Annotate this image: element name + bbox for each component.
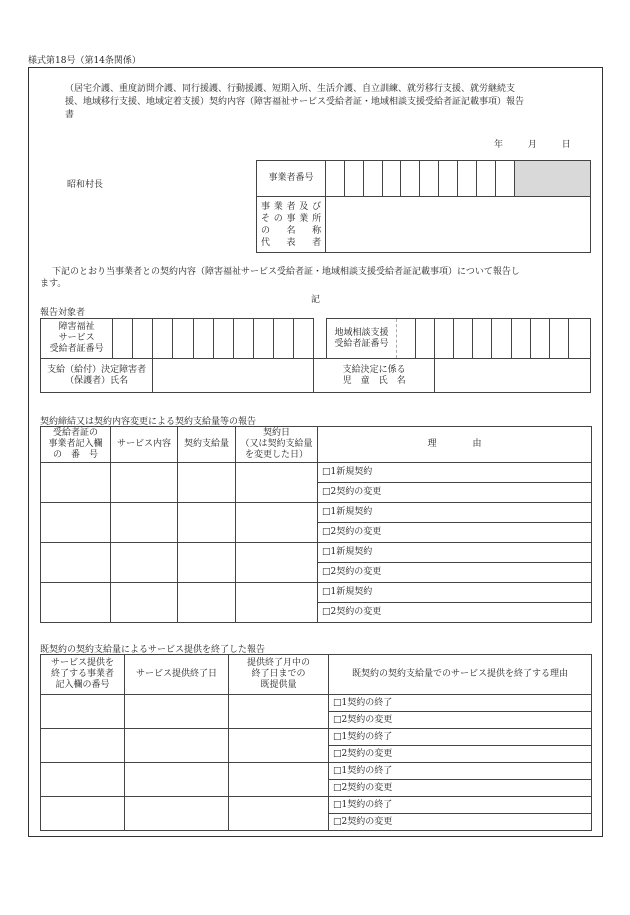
termination-header-cert: サービス提供を 終了する事業者 記入欄の番号 (41, 655, 125, 695)
change-contract-checkbox[interactable]: □2契約の変更 (318, 483, 592, 503)
new-contract-checkbox[interactable]: □1新規契約 (318, 543, 592, 563)
termination-provided-cell[interactable] (229, 729, 329, 763)
title-line: 書 (65, 110, 75, 120)
contract-date-cell[interactable] (236, 543, 318, 583)
provider-number-label: 事業者番号 (257, 161, 326, 197)
provider-number-cell[interactable] (382, 161, 401, 197)
year-label: 年 (494, 140, 504, 150)
termination-cert-cell[interactable] (41, 729, 125, 763)
termination-end-date-cell[interactable] (125, 695, 229, 729)
cert-number-cell[interactable] (153, 319, 173, 359)
termination-header-end-date: サービス提供終了日 (125, 655, 229, 695)
contract-header-reason: 理 由 (318, 427, 592, 463)
change-contract-checkbox[interactable]: □2契約の変更 (329, 712, 592, 729)
cert-number-label: 障害福祉 サービス 受給者証番号 (41, 319, 113, 359)
provider-number-shaded (514, 161, 590, 197)
change-contract-checkbox[interactable]: □2契約の変更 (318, 563, 592, 583)
contract-cert-cell[interactable] (41, 543, 111, 583)
contract-date-cell[interactable] (236, 463, 318, 503)
contract-header-date: 契約日 （又は契約支給量 を変更した日） (236, 427, 318, 463)
provider-name-label: 事業者及び その事業所 の 名 称 代 表 者 (257, 197, 326, 253)
provider-number-cell[interactable] (363, 161, 382, 197)
target-table (40, 318, 591, 393)
regional-cert-cell[interactable] (416, 319, 435, 359)
contract-header-service: サービス内容 (111, 427, 178, 463)
provider-number-cell[interactable] (458, 161, 477, 197)
cert-number-cell[interactable] (173, 319, 193, 359)
date-line (494, 137, 571, 150)
guardian-name-field[interactable] (153, 359, 314, 393)
change-contract-checkbox[interactable]: □2契約の変更 (329, 814, 592, 831)
contract-heading: 契約締結又は契約内容変更による契約支給量等の報告 (40, 417, 257, 427)
regional-cert-cell[interactable] (454, 319, 473, 359)
provider-number-cell[interactable] (344, 161, 363, 197)
termination-provided-cell[interactable] (229, 763, 329, 797)
termination-provided-cell[interactable] (229, 695, 329, 729)
contract-header-amount: 契約支給量 (178, 427, 236, 463)
regional-cert-cell[interactable] (530, 319, 549, 359)
provider-name-field[interactable] (326, 197, 591, 253)
regional-cert-cell[interactable] (397, 319, 416, 359)
regional-cert-cell[interactable] (549, 319, 568, 359)
child-name-label: 支給決定に係る 児 童 氏 名 (313, 359, 434, 393)
termination-cert-cell[interactable] (41, 763, 125, 797)
cert-number-cell[interactable] (253, 319, 273, 359)
end-contract-checkbox[interactable]: □1契約の終了 (329, 797, 592, 814)
contract-amount-cell[interactable] (178, 543, 236, 583)
cert-number-cell[interactable] (293, 319, 313, 359)
contract-service-cell[interactable] (111, 583, 178, 623)
termination-heading: 既契約の契約支給量によるサービス提供を終了した報告 (40, 645, 266, 655)
contract-date-cell[interactable] (236, 583, 318, 623)
cert-number-cell[interactable] (193, 319, 213, 359)
provider-number-cell[interactable] (420, 161, 439, 197)
contract-date-cell[interactable] (236, 503, 318, 543)
contract-service-cell[interactable] (111, 503, 178, 543)
end-contract-checkbox[interactable]: □1契約の終了 (329, 695, 592, 712)
day-label: 日 (561, 140, 571, 150)
regional-cert-cell[interactable] (492, 319, 511, 359)
intro-text: 下記のとおり当事業者との契約内容（障害福祉サービス受給者証・地域相談支援受給者証記載事項）について報告し ます。 (40, 267, 520, 289)
contract-service-cell[interactable] (111, 543, 178, 583)
provider-table (256, 160, 591, 253)
new-contract-checkbox[interactable]: □1新規契約 (318, 463, 592, 483)
contract-cert-cell[interactable] (41, 463, 111, 503)
form-title (65, 83, 585, 122)
cert-number-cell[interactable] (113, 319, 133, 359)
regional-cert-cell[interactable] (511, 319, 530, 359)
change-contract-checkbox[interactable]: □2契約の変更 (318, 523, 592, 543)
change-contract-checkbox[interactable]: □2契約の変更 (318, 603, 592, 623)
regional-cert-cell[interactable] (568, 319, 590, 359)
termination-end-date-cell[interactable] (125, 797, 229, 831)
contract-amount-cell[interactable] (178, 583, 236, 623)
termination-header-reason: 既契約の契約支給量でのサービス提供を終了する理由 (329, 655, 592, 695)
end-contract-checkbox[interactable]: □1契約の終了 (329, 763, 592, 780)
regional-cert-label: 地域相談支援 受給者証番号 (326, 319, 396, 359)
termination-cert-cell[interactable] (41, 695, 125, 729)
title-line: （居宅介護、重度訪問介護、同行援護、行動援護、短期入所、生活介護、自立訓練、就労移行支援、就労継続支 (65, 84, 516, 94)
new-contract-checkbox[interactable]: □1新規契約 (318, 583, 592, 603)
regional-cert-cell[interactable] (435, 319, 454, 359)
form-number: 様式第18号（第14条関係） (28, 56, 141, 66)
child-name-field[interactable] (435, 359, 591, 393)
contract-cert-cell[interactable] (41, 503, 111, 543)
provider-number-cell[interactable] (326, 161, 345, 197)
cert-number-cell[interactable] (213, 319, 233, 359)
termination-end-date-cell[interactable] (125, 763, 229, 797)
cert-number-cell[interactable] (133, 319, 153, 359)
provider-number-cell[interactable] (401, 161, 420, 197)
new-contract-checkbox[interactable]: □1新規契約 (318, 503, 592, 523)
contract-amount-cell[interactable] (178, 463, 236, 503)
termination-header-provided: 提供終了月中の 終了日までの 既提供量 (229, 655, 329, 695)
termination-end-date-cell[interactable] (125, 729, 229, 763)
termination-cert-cell[interactable] (41, 797, 125, 831)
change-contract-checkbox[interactable]: □2契約の変更 (329, 780, 592, 797)
addressee: 昭和村長 (67, 180, 104, 190)
cert-number-cell[interactable] (273, 319, 293, 359)
contract-cert-cell[interactable] (41, 583, 111, 623)
provider-number-cell[interactable] (439, 161, 458, 197)
ki-label: 記 (311, 295, 321, 305)
change-contract-checkbox[interactable]: □2契約の変更 (329, 746, 592, 763)
title-line: 援、地域移行支援、地域定着支援）契約内容（障害福祉サービス受給者証・地域相談支援受給者証記載事項）報告 (65, 97, 525, 107)
contract-amount-cell[interactable] (178, 503, 236, 543)
contract-table (40, 426, 592, 623)
termination-provided-cell[interactable] (229, 797, 329, 831)
provider-number-cell[interactable] (476, 161, 495, 197)
gap-cell (313, 319, 326, 359)
contract-header-cert: 受給者証の 事業者記入欄 の 番 号 (41, 427, 111, 463)
end-contract-checkbox[interactable]: □1契約の終了 (329, 729, 592, 746)
month-label: 月 (527, 140, 537, 150)
target-heading: 報告対象者 (40, 308, 86, 318)
termination-table (40, 654, 592, 831)
cert-number-cell[interactable] (233, 319, 253, 359)
provider-number-cell[interactable] (495, 161, 514, 197)
regional-cert-cell[interactable] (473, 319, 492, 359)
guardian-name-label: 支給（給付）決定障害者 （保護者）氏名 (41, 359, 153, 393)
contract-service-cell[interactable] (111, 463, 178, 503)
